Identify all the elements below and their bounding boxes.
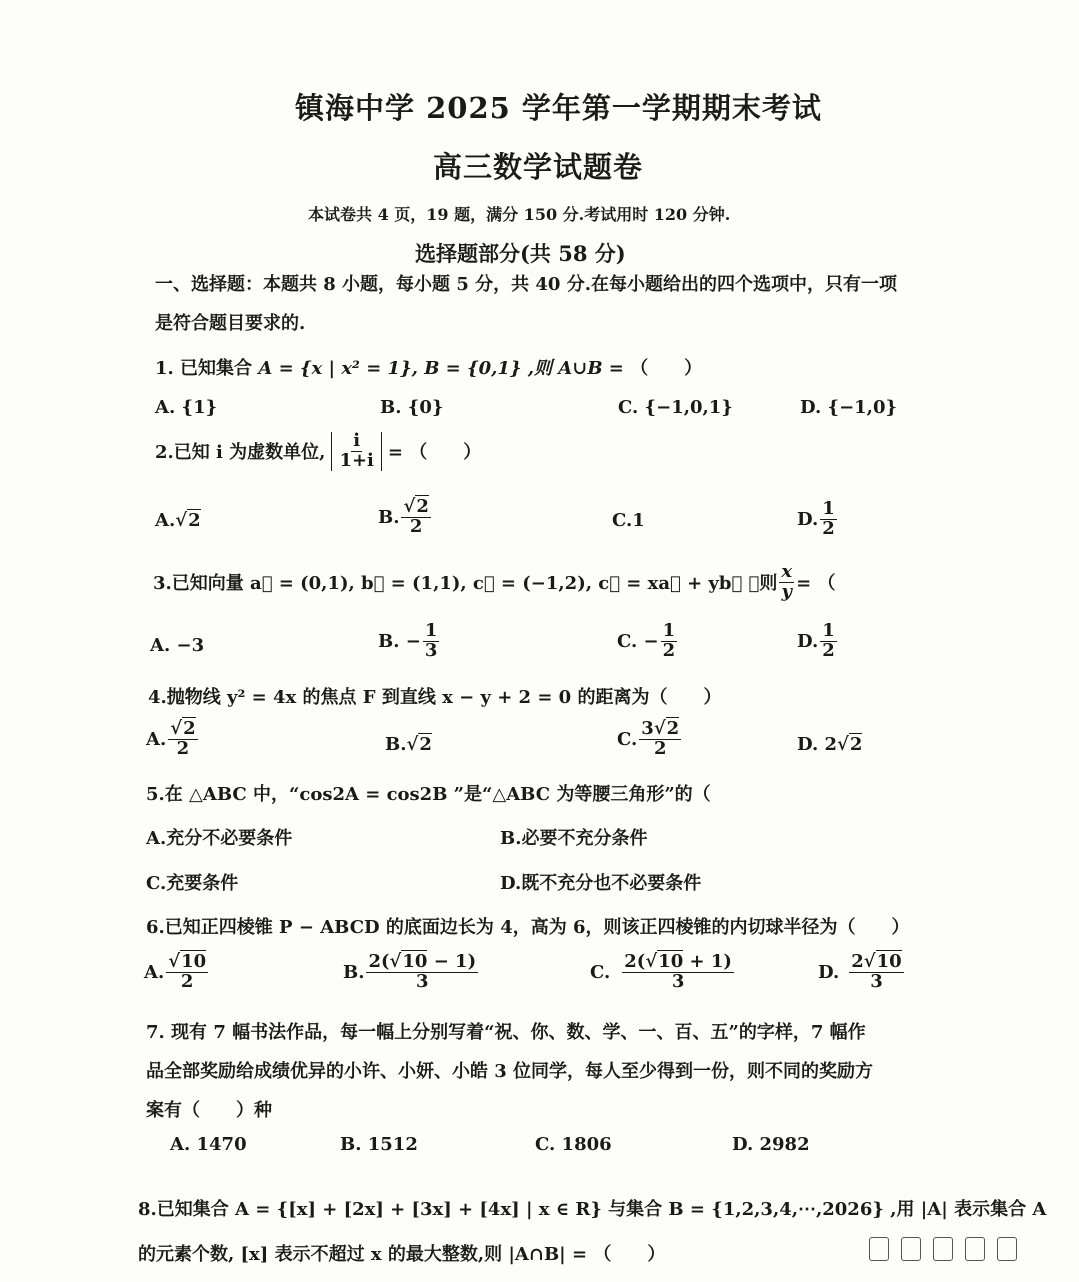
exam-info: 本试卷共 4 页，19 题，满分 150 分.考试用时 120 分钟. [308,205,731,224]
q6-opt-b-rad: 10 [402,951,428,972]
q1-option-c: C. {−1,0,1} [618,397,733,418]
question-7-line2: 品全部奖励给成绩优异的小许、小妍、小皓 3 位同学，每人至少得到一份，则不同的奖励方 [146,1061,874,1082]
q4-option-a: A. $\frac{√2}{2}$ [146,718,196,759]
q3-frac-den: y [781,580,792,602]
page-thumb-icon [901,1237,921,1261]
q2-opt-d-label: D. [797,508,819,530]
q2-opt-b-label: B. [378,506,400,528]
q1-set-a: A = {x | x² = 1} [258,358,412,379]
question-8-line1: 8.已知集合 A = {[x] + [2x] + [3x] + [4x] | x ∈ R} 与集合 B = {1,2,3,4,⋯,2026} ,用 |A| 表示集合 A [138,1199,1047,1220]
q6-opt-a-label: A. [144,961,165,983]
q6-opt-b-pre: 2( [368,951,390,972]
q6-opt-c-post: + 1) [683,951,732,972]
q4-opt-b-label: B. [385,734,407,755]
q3-opt-b-num: 1 [424,620,438,641]
q5-option-c: C.充要条件 [146,873,239,894]
q6-option-c: C. $\frac{2(√10 + 1)}{3}$ [590,951,732,992]
q1-option-d: D. {−1,0} [800,397,898,418]
q3-opt-b-label: B. − [378,630,421,652]
q4-opt-a-num: 2 [183,718,196,739]
q6-opt-d-pre: 2 [851,951,864,972]
q6-option-a: A. $\frac{√10}{2}$ [144,951,207,992]
q4-opt-c-coef: 3 [641,718,654,739]
q6-opt-a-den: 2 [180,970,194,992]
q4-opt-a-den: 2 [176,737,190,759]
q6-option-b: B. $\frac{2(√10 - 1)}{3}$ [343,951,477,992]
q3-option-a: A. −3 [150,635,205,656]
q1-option-a: A. {1} [155,397,218,418]
q6-opt-b-label: B. [343,961,365,983]
question-1-stem [155,354,702,380]
q3-opt-c-label: C. − [617,630,659,652]
q3-option-b [378,622,441,661]
instructions-line1: 一、选择题：本题共 8 小题，每小题 5 分，共 40 分.在每小题给出的四个选项中，只有一项 [155,274,897,295]
q2-opt-d-num: 1 [822,498,835,519]
q4-opt-a-label: A. [146,728,167,750]
q3-opt-d-num: 1 [822,620,835,641]
q3-frac-num: x [781,561,793,582]
q3-stem-post: = （ [796,573,836,595]
q6-opt-c-pre: 2( [624,951,646,972]
q6-opt-c-rad: 10 [658,951,684,972]
exam-subtitle: 高三数学试题卷 [433,150,644,184]
q6-opt-c-label: C. [590,961,611,983]
q7-option-c: C. 1806 [535,1134,612,1155]
q1-option-b: B. {0} [380,397,444,418]
q2-opt-a-label: A. [155,510,176,531]
q6-opt-d-den: 3 [870,970,883,992]
q4-opt-c-label: C. [617,728,638,750]
q2-stem-post: = （ ） [387,442,482,464]
q4-opt-d-label: D. 2 [797,734,838,755]
q3-opt-c-num: 1 [662,620,676,641]
q7-option-b: B. 1512 [340,1134,418,1155]
q5-option-b: B.必要不充分条件 [500,828,648,849]
q6-opt-a-num: 10 [181,951,207,972]
q2-opt-b-den: 2 [409,515,423,537]
question-4-stem: 4.抛物线 y² = 4x 的焦点 F 到直线 x − y + 2 = 0 的距离为（ ） [148,687,722,708]
question-2-stem [155,432,481,471]
q4-opt-d-val: 2 [849,734,863,755]
q2-option-d [797,500,839,539]
page-thumb-icon [869,1237,889,1261]
q3-opt-d-den: 2 [822,639,835,661]
page-thumb-icon [933,1237,953,1261]
question-7-line1: 7. 现有 7 幅书法作品，每一幅上分别写着“祝、你、数、学、一、百、五”的字样，7 幅作 [146,1022,866,1043]
q1-stem-pre: 1. 已知集合 [155,358,253,379]
q3-stem: 3.已知向量 a⃗ = (0,1), b⃗ = (1,1), c⃗ = (−1,2), c⃗ = xa⃗ + yb⃗ ，则 [153,573,778,595]
q2-frac-den: 1+i [339,449,374,471]
q5-option-a: A.充分不必要条件 [146,828,293,849]
q6-opt-b-post: − 1) [427,951,477,972]
question-7-line3: 案有（ ）种 [146,1100,272,1121]
q6-opt-c-den: 3 [671,970,685,992]
q6-opt-d-rad: 10 [876,951,902,972]
q3-option-d [797,622,839,661]
q4-option-b: B.√2 [385,734,432,755]
q4-opt-c-num: 2 [666,718,680,739]
question-6-stem: 6.已知正四棱锥 P − ABCD 的底面边长为 4，高为 6，则该正四棱锥的内切球半径为（ ） [146,917,910,938]
page-thumb-icon [965,1237,985,1261]
question-3-stem [153,563,835,602]
q7-option-d: D. 2982 [732,1134,810,1155]
q2-option-a: A.√2 [155,510,201,531]
q3-opt-d-label: D. [797,630,819,652]
q2-option-b: B. $\frac{√2}{2}$ [378,496,429,537]
q5-option-d: D.既不充分也不必要条件 [500,873,702,894]
q2-opt-d-den: 2 [822,517,835,539]
viewer-toolbar [869,1236,1049,1262]
q2-frac-num: i [353,430,361,451]
q2-opt-a-val: 2 [188,510,201,531]
q4-opt-c-den: 2 [653,737,667,759]
q6-opt-d-label: D. [818,961,840,983]
q2-option-c: C.1 [612,510,645,531]
q4-opt-b-val: 2 [419,734,432,755]
q4-option-c: C. $\frac{3√2}{2}$ [617,718,680,759]
q1-set-b: , B = {0,1} ,则 A∪B = [411,358,624,379]
q7-option-a: A. 1470 [170,1134,247,1155]
q1-blank: （ ） [630,358,703,379]
q2-opt-b-num: 2 [416,496,429,517]
question-8-line2: 的元素个数, [x] 表示不超过 x 的最大整数,则 |A∩B| = （ ） [138,1244,666,1265]
q6-opt-b-den: 3 [416,970,429,992]
question-5-stem: 5.在 △ABC 中，“cos2A = cos2B ”是“△ABC 为等腰三角形”的（ [146,784,711,805]
q4-option-d: D. 2√2 [797,734,863,755]
instructions-line2: 是符合题目要求的. [155,313,306,334]
q2-stem-pre: 2.已知 i 为虚数单位, [155,442,326,464]
q2-abs-fraction [331,432,381,471]
q3-opt-c-den: 2 [662,639,676,661]
q3-opt-b-den: 3 [424,639,438,661]
page-thumb-icon [997,1237,1017,1261]
exam-title: 镇海中学 2025 学年第一学期期末考试 [295,91,822,125]
section-title: 选择题部分(共 58 分) [415,241,626,266]
q6-option-d: D. $\frac{2√10}{3}$ [818,951,902,992]
q3-option-c [617,622,679,661]
